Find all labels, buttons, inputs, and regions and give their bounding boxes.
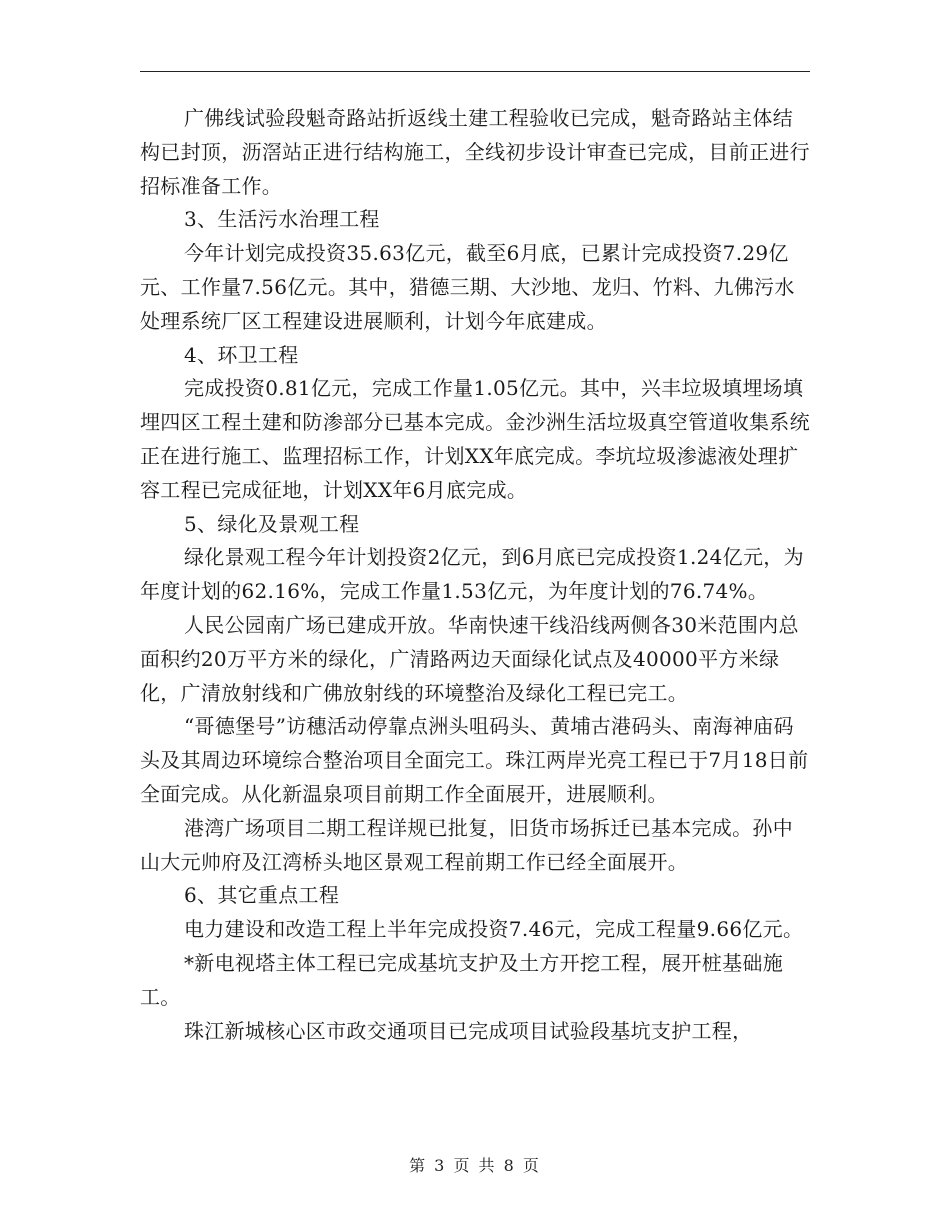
paragraph: *新电视塔主体工程已完成基坑支护及土方开挖工程，展开桩基础施工。	[140, 950, 783, 1009]
paragraph: 港湾广场项目二期工程详规已批复，旧货市场拆迁已基本完成。孙中山大元帅府及江湾桥头地区景观工程前期工作已经全面展开。	[140, 815, 793, 874]
document-body	[140, 102, 812, 1048]
paragraph: “哥德堡号”访穗活动停靠点洲头咀码头、黄埔古港码头、南海神庙码头及其周边环境综合整治项目全面完工。珠江两岸光亮工程已于7月18日前全面完成。从化新温泉项目前期工作全面展开，进展顺利。	[140, 714, 809, 806]
paragraph: 绿化景观工程今年计划投资2亿元，到6月底已完成投资1.24亿元，为年度计划的62.16%，完成工作量1.53亿元，为年度计划的76.74%。	[140, 545, 804, 604]
paragraph: 人民公园南广场已建成开放。华南快速干线沿线两侧各30米范围内总面积约20万平方米的绿化，广清路两边天面绿化试点及40000平方米绿化，广清放射线和广佛放射线的环境整治及绿化工程已完工。	[140, 612, 799, 705]
paragraph: 今年计划完成投资35.63亿元，截至6月底，已累计完成投资7.29亿元、工作量7.56亿元。其中，猎德三期、大沙地、龙归、竹料、九佛污水处理系统厂区工程建设进展顺利，计划今年底建成。	[140, 241, 795, 333]
paragraph: 珠江新城核心区市政交通项目已完成项目试验段基坑支护工程，	[184, 1018, 753, 1043]
section-heading: 4、环卫工程	[184, 342, 299, 367]
paragraph: 完成投资0.81亿元，完成工作量1.05亿元。其中，兴丰垃圾填埋场填埋四区工程土建和防渗部分已基本完成。金沙洲生活垃圾真空管道收集系统正在进行施工、监理招标工作，计划XX年底完成。李坑垃圾渗滤液处理扩容工程已完成征地，计划XX年6月底完成。	[140, 376, 810, 502]
page-number-footer: 第 3 页 共 8 页	[409, 1156, 541, 1175]
paragraph: 广佛线试验段魁奇路站折返线土建工程验收已完成，魁奇路站主体结构已封顶，沥滘站正进行结构施工，全线初步设计审查已完成，目前正进行招标准备工作。	[140, 106, 810, 198]
section-heading: 3、生活污水治理工程	[184, 207, 380, 232]
header-rule	[140, 71, 810, 72]
paragraph: 电力建设和改造工程上半年完成投资7.46元，完成工程量9.66亿元。	[184, 917, 804, 942]
section-heading: 6、其它重点工程	[184, 883, 340, 908]
section-heading: 5、绿化及景观工程	[184, 511, 360, 536]
